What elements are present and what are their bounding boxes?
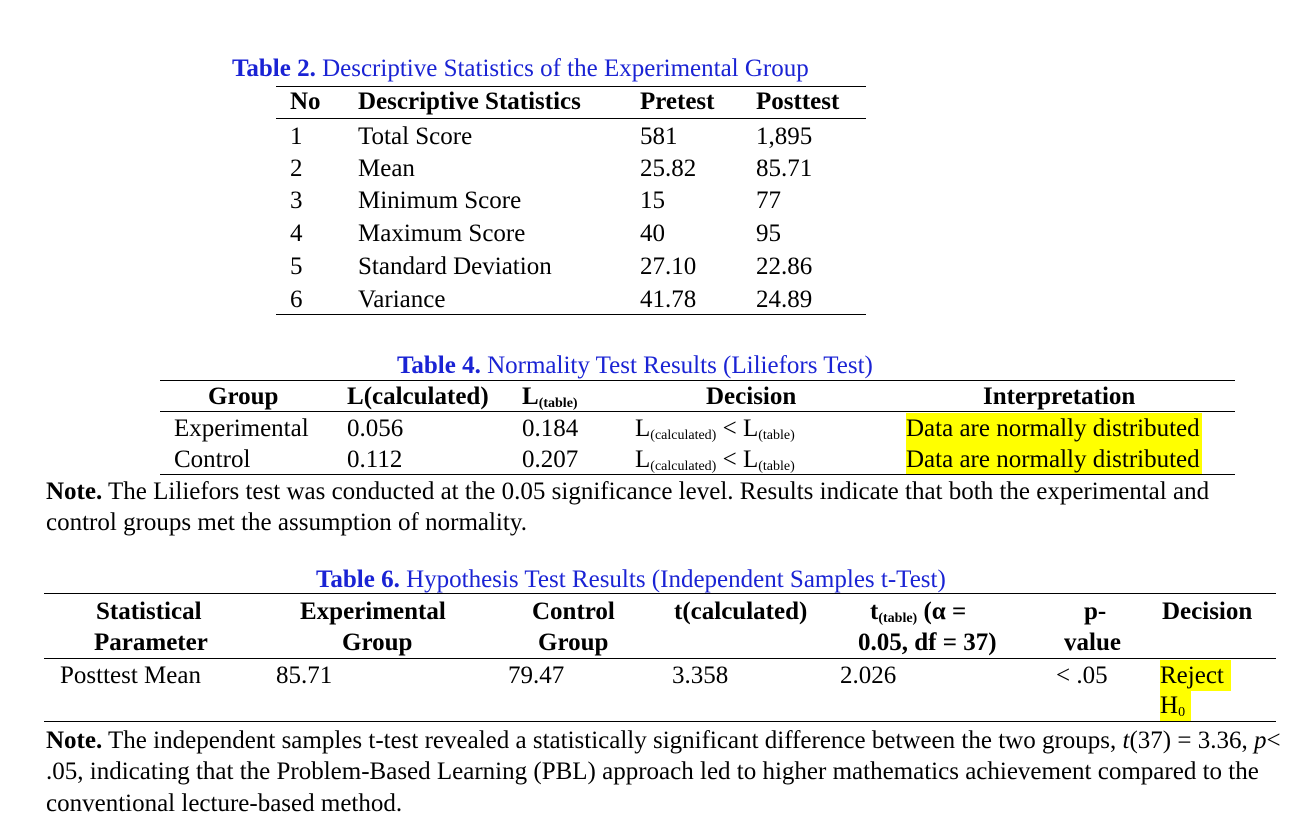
table6-note <box>46 725 1286 819</box>
table6-header-p-2: value <box>1064 629 1121 656</box>
table6-header-ctrl-1: Control <box>532 598 615 625</box>
table4-row1-decision-sub1: (calculated) <box>650 428 717 443</box>
table4-header-ltable-sub: (table) <box>538 396 578 411</box>
table4-row1-group: Experimental <box>174 415 309 442</box>
table6-header-exp-1: Experimental <box>300 598 446 625</box>
table2-header-no: No <box>290 88 321 115</box>
table6-row-decision-sub: 0 <box>1178 705 1186 720</box>
table6-row-decision-2 <box>1160 690 1191 722</box>
table6-header-p-1: p- <box>1084 598 1107 625</box>
table2-row2-posttest: 85.71 <box>756 155 813 182</box>
table4-row2-decision-sub2: (table) <box>758 459 795 474</box>
table6-header-ttable-1 <box>870 596 966 628</box>
table6-row-ttable: 2.026 <box>840 662 897 689</box>
table6-bottom-rule <box>44 721 1276 722</box>
table6-header-tcalc-t: t <box>674 598 683 625</box>
table4-row2-interpretation: Data are normally distributed <box>906 444 1202 475</box>
table6-header-ttable-t: t <box>870 598 879 625</box>
table4-note <box>46 476 1286 539</box>
table2-row5-stat: Standard Deviation <box>358 253 552 280</box>
table6-note-text-3: < .05, indicating that the Problem-Based Learning (PBL) approach led to higher mathematics achievement compared to the conventional lecture-based method. <box>46 727 1281 817</box>
table6-header-param-1: Statistical <box>96 598 202 625</box>
table6-header-ctrl-2: Group <box>538 629 609 656</box>
table6-header-ttable-rest: (α = <box>917 598 967 625</box>
table4-row1-interpretation: Data are normally distributed <box>906 413 1202 444</box>
table2-caption-text: Descriptive Statistics of the Experimental Group <box>315 55 809 82</box>
table4-row2-ltable: 0.207 <box>522 446 579 473</box>
table6-note-label: Note. <box>46 727 103 754</box>
table4-caption-label: Table 4. <box>397 352 481 379</box>
table6-header-ttable-sub: (table) <box>878 611 918 626</box>
table2-row6-posttest: 24.89 <box>756 286 813 313</box>
table4-header-interpretation: Interpretation <box>983 383 1136 410</box>
table2-row5-posttest: 22.86 <box>756 253 813 280</box>
table4-row2-decision <box>635 444 795 476</box>
table6-header-param-2: Parameter <box>94 629 208 656</box>
table4-header-decision: Decision <box>706 383 797 410</box>
table2-row1-pretest: 581 <box>640 123 678 150</box>
table6-header-ttable-2: 0.05, df = 37) <box>858 629 997 656</box>
table2-row6-no: 6 <box>290 286 303 313</box>
table6-header-tcalc <box>674 596 807 627</box>
table6-note-p: p <box>1253 727 1267 754</box>
table2-row4-no: 4 <box>290 220 303 247</box>
table2-row2-pretest: 25.82 <box>640 155 697 182</box>
table4-row2-decision-L1: L <box>635 446 651 473</box>
table6-note-text-2: (37) = 3.36, <box>1129 727 1254 754</box>
table2-row3-pretest: 15 <box>640 187 665 214</box>
table6-header-rule <box>44 658 1276 659</box>
table4-header-ltable <box>522 381 578 413</box>
table2-row5-pretest: 27.10 <box>640 253 697 280</box>
table4-row2-group: Control <box>174 446 251 473</box>
table4-note-label: Note. <box>46 478 103 505</box>
table6-row-p: < .05 <box>1056 662 1108 689</box>
table4-row1-decision-L2: L <box>742 415 759 442</box>
table2-caption <box>232 53 809 84</box>
table2-header-stat: Descriptive Statistics <box>358 88 581 115</box>
table4-header-ltable-L: L <box>522 383 539 410</box>
table6-note-text-1: The independent samples t-test revealed a statistically significant difference between the two groups, <box>102 727 1123 754</box>
table4-header-lcalc-L: L <box>347 383 364 410</box>
table6-note-t: t <box>1122 727 1130 754</box>
table4-row2-decision-sub1: (calculated) <box>650 459 717 474</box>
table6-row-exp: 85.71 <box>276 662 333 689</box>
table6-top-rule <box>44 593 1276 594</box>
table6-row-ctrl: 79.47 <box>508 662 565 689</box>
table6-caption-text: Hypothesis Test Results (Independent Samples t-Test) <box>399 566 946 593</box>
table6-row-param: Posttest Mean <box>60 662 201 689</box>
table6-caption-label: Table 6. <box>316 566 400 593</box>
table4-header-lcalc <box>347 381 489 412</box>
table4-header-rule <box>160 411 1235 412</box>
table6-header-exp-2: Group <box>342 629 413 656</box>
table2-row4-posttest: 95 <box>756 220 781 247</box>
table2-header-rule <box>276 118 866 119</box>
table4-row1-decision <box>635 413 795 445</box>
table2-row1-stat: Total Score <box>358 123 473 150</box>
table4-row1-decision-L1: L <box>635 415 651 442</box>
table2-bottom-rule <box>276 314 866 315</box>
table4-row2-decision-L2: L <box>742 446 759 473</box>
table2-row5-no: 5 <box>290 253 303 280</box>
table2-row3-no: 3 <box>290 187 303 214</box>
table4-header-lcalc-sub: (calculated) <box>363 383 489 410</box>
table4-row1-ltable: 0.184 <box>522 415 579 442</box>
table2-header-pretest: Pretest <box>640 88 715 115</box>
table2-row2-no: 2 <box>290 155 303 182</box>
table4-row1-decision-op: < <box>716 415 743 442</box>
table4-caption-text: Normality Test Results (Liliefors Test) <box>480 352 873 379</box>
table4-row2-decision-op: < <box>716 446 743 473</box>
table4-row1-decision-sub2: (table) <box>758 428 795 443</box>
table4-note-text: The Liliefors test was conducted at the 0.05 significance level. Results indicate that both the experimental and control groups met the assumption of normality. <box>46 478 1210 537</box>
table2-row4-pretest: 40 <box>640 220 665 247</box>
table2-header-posttest: Posttest <box>756 88 840 115</box>
table2-row2-stat: Mean <box>358 155 415 182</box>
table2-row6-stat: Variance <box>358 286 446 313</box>
table6-header-tcalc-sub: (calculated) <box>682 598 808 625</box>
table2-row6-pretest: 41.78 <box>640 286 697 313</box>
table6-row-decision-H: H <box>1160 692 1179 719</box>
table4-row1-lcalc: 0.056 <box>347 415 404 442</box>
table4-bottom-rule <box>160 474 1235 475</box>
table2-row1-no: 1 <box>290 123 303 150</box>
table6-row-tcalc: 3.358 <box>672 662 729 689</box>
table2-row4-stat: Maximum Score <box>358 220 526 247</box>
table6-caption <box>316 564 946 595</box>
table2-row3-posttest: 77 <box>756 187 781 214</box>
table6-row-decision-1: Reject <box>1160 660 1231 691</box>
table2-row3-stat: Minimum Score <box>358 187 522 214</box>
table6-header-decision: Decision <box>1162 598 1253 625</box>
table2-caption-label: Table 2. <box>232 55 316 82</box>
table4-header-group: Group <box>208 383 279 410</box>
table4-caption <box>397 350 873 381</box>
table4-row2-lcalc: 0.112 <box>347 446 403 473</box>
table2-row1-posttest: 1,895 <box>756 123 813 150</box>
